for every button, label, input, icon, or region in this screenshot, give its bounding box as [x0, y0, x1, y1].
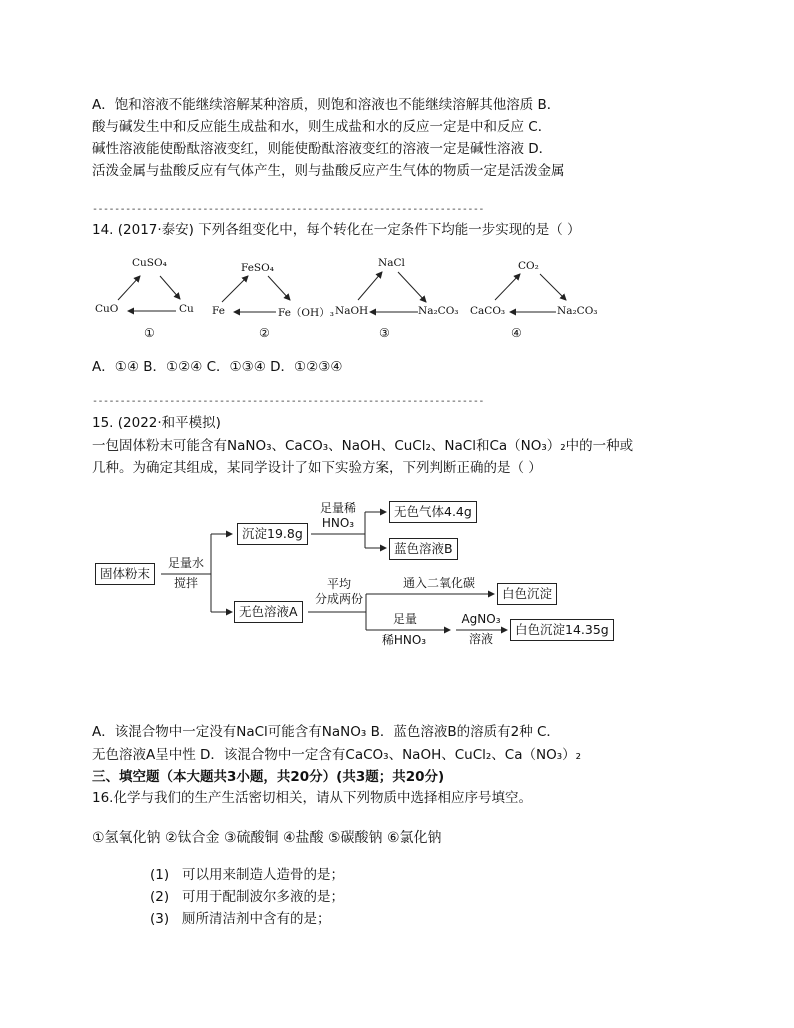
group1-right-cu: Cu	[179, 303, 194, 315]
q14-stem: 14. (2017·泰安) 下列各组变化中，每个转化在一定条件下均能一步实现的是（ ）	[92, 222, 581, 238]
group4-left-caco3: CaCO₃	[470, 305, 506, 317]
q16-item-2-num: (2)	[150, 889, 170, 905]
group1-top-cuso4: CuSO₄	[132, 257, 167, 269]
label-split-two: 分成两份	[314, 592, 363, 606]
group4-number: ④	[511, 326, 522, 340]
group3-top-nacl: NaCl	[378, 257, 405, 269]
separator-1: -----------------------------------------------------------------------	[92, 204, 484, 215]
q16-choices: ①氢氧化钠 ②钛合金 ③硫酸铜 ④盐酸 ⑤碳酸钠 ⑥氯化钠	[92, 830, 442, 846]
group4-top-co2: CO₂	[518, 260, 539, 272]
q16-item-2-text: 可用于配制波尔多液的是；	[182, 889, 344, 905]
q15-stem-2: 几种。为确定其组成，某同学设计了如下实验方案，下列判断正确的是（ ）	[92, 460, 542, 476]
box-solid-powder: 固体粉末	[95, 563, 155, 585]
q13-option-a: A．饱和溶液不能继续溶解某种溶质，则饱和溶液也不能继续溶解其他溶质 B．	[92, 97, 561, 113]
q13-option-d: 活泼金属与盐酸反应有气体产生，则与盐酸反应产生气体的物质一定是活泼金属	[92, 163, 565, 179]
separator-2: -----------------------------------------------------------------------	[92, 396, 484, 407]
q16-item-1-num: (1)	[150, 867, 170, 883]
group2-right-feoh3: Fe（OH）₃	[278, 307, 334, 319]
label-co2: 通入二氧化碳	[402, 576, 475, 590]
label-hno3: HNO₃	[321, 516, 355, 530]
box-colorless-gas: 无色气体4.4g	[389, 501, 477, 523]
q13-option-b: 酸与碱发生中和反应能生成盐和水，则生成盐和水的反应一定是中和反应 C．	[92, 119, 552, 135]
q15-source: 15. (2022·和平模拟)	[92, 415, 221, 431]
label-average: 平均	[326, 577, 351, 591]
label-enough: 足量	[392, 612, 417, 626]
q13-option-c: 碱性溶液能使酚酞溶液变红，则能使酚酞溶液变红的溶液一定是碱性溶液 D．	[92, 141, 553, 157]
group4-right-na2co3: Na₂CO₃	[557, 305, 598, 317]
box-white-precipitate-2: 白色沉淀14.35g	[510, 619, 614, 641]
label-water: 足量水	[167, 556, 204, 570]
group3-right-na2co3: Na₂CO₃	[418, 305, 459, 317]
box-blue-solution: 蓝色溶液B	[389, 538, 458, 560]
group2-left-fe: Fe	[212, 305, 225, 317]
q15-stem-1: 一包固体粉末可能含有NaNO₃、CaCO₃、NaOH、CuCl₂、NaCl和Ca（NO₃）₂中的一种或	[92, 438, 634, 454]
box-precipitate: 沉淀19.8g	[237, 523, 308, 545]
group1-left-cuo: CuO	[95, 303, 119, 315]
group2-number: ②	[259, 326, 270, 340]
q15-options-2: 无色溶液A呈中性 D．该混合物中一定含有CaCO₃、NaOH、CuCl₂、Ca（NO₃）₂	[92, 747, 582, 763]
q14-options: A．①④ B．①②④ C．①③④ D．①②③④	[92, 359, 343, 375]
label-dilute-acid: 足量稀	[319, 501, 356, 515]
label-solution: 溶液	[468, 632, 493, 646]
box-white-precipitate-1: 白色沉淀	[497, 583, 557, 605]
label-dilute-hno3: 稀HNO₃	[381, 633, 427, 647]
q16-stem: 16.化学与我们的生产生活密切相关，请从下列物质中选择相应序号填空。	[92, 790, 532, 806]
q15-options-1: A．该混合物中一定没有NaCl可能含有NaNO₃ B．蓝色溶液B的溶质有2种 C．	[92, 724, 560, 740]
section-title: 三、填空题（本大题共3小题，共20分）(共3题；共20分)	[92, 769, 445, 785]
q16-item-1-text: 可以用来制造人造骨的是；	[182, 867, 344, 883]
q16-item-3-text: 厕所清洁剂中含有的是；	[182, 911, 331, 927]
group3-left-naoh: NaOH	[335, 305, 369, 317]
group2-top-feso4: FeSO₄	[241, 262, 274, 274]
q16-item-3-num: (3)	[150, 911, 170, 927]
box-solution-a: 无色溶液A	[234, 601, 303, 623]
label-stir: 搅拌	[173, 576, 198, 590]
label-agno3: AgNO₃	[461, 612, 501, 626]
group1-number: ①	[144, 326, 155, 340]
group3-number: ③	[379, 326, 390, 340]
